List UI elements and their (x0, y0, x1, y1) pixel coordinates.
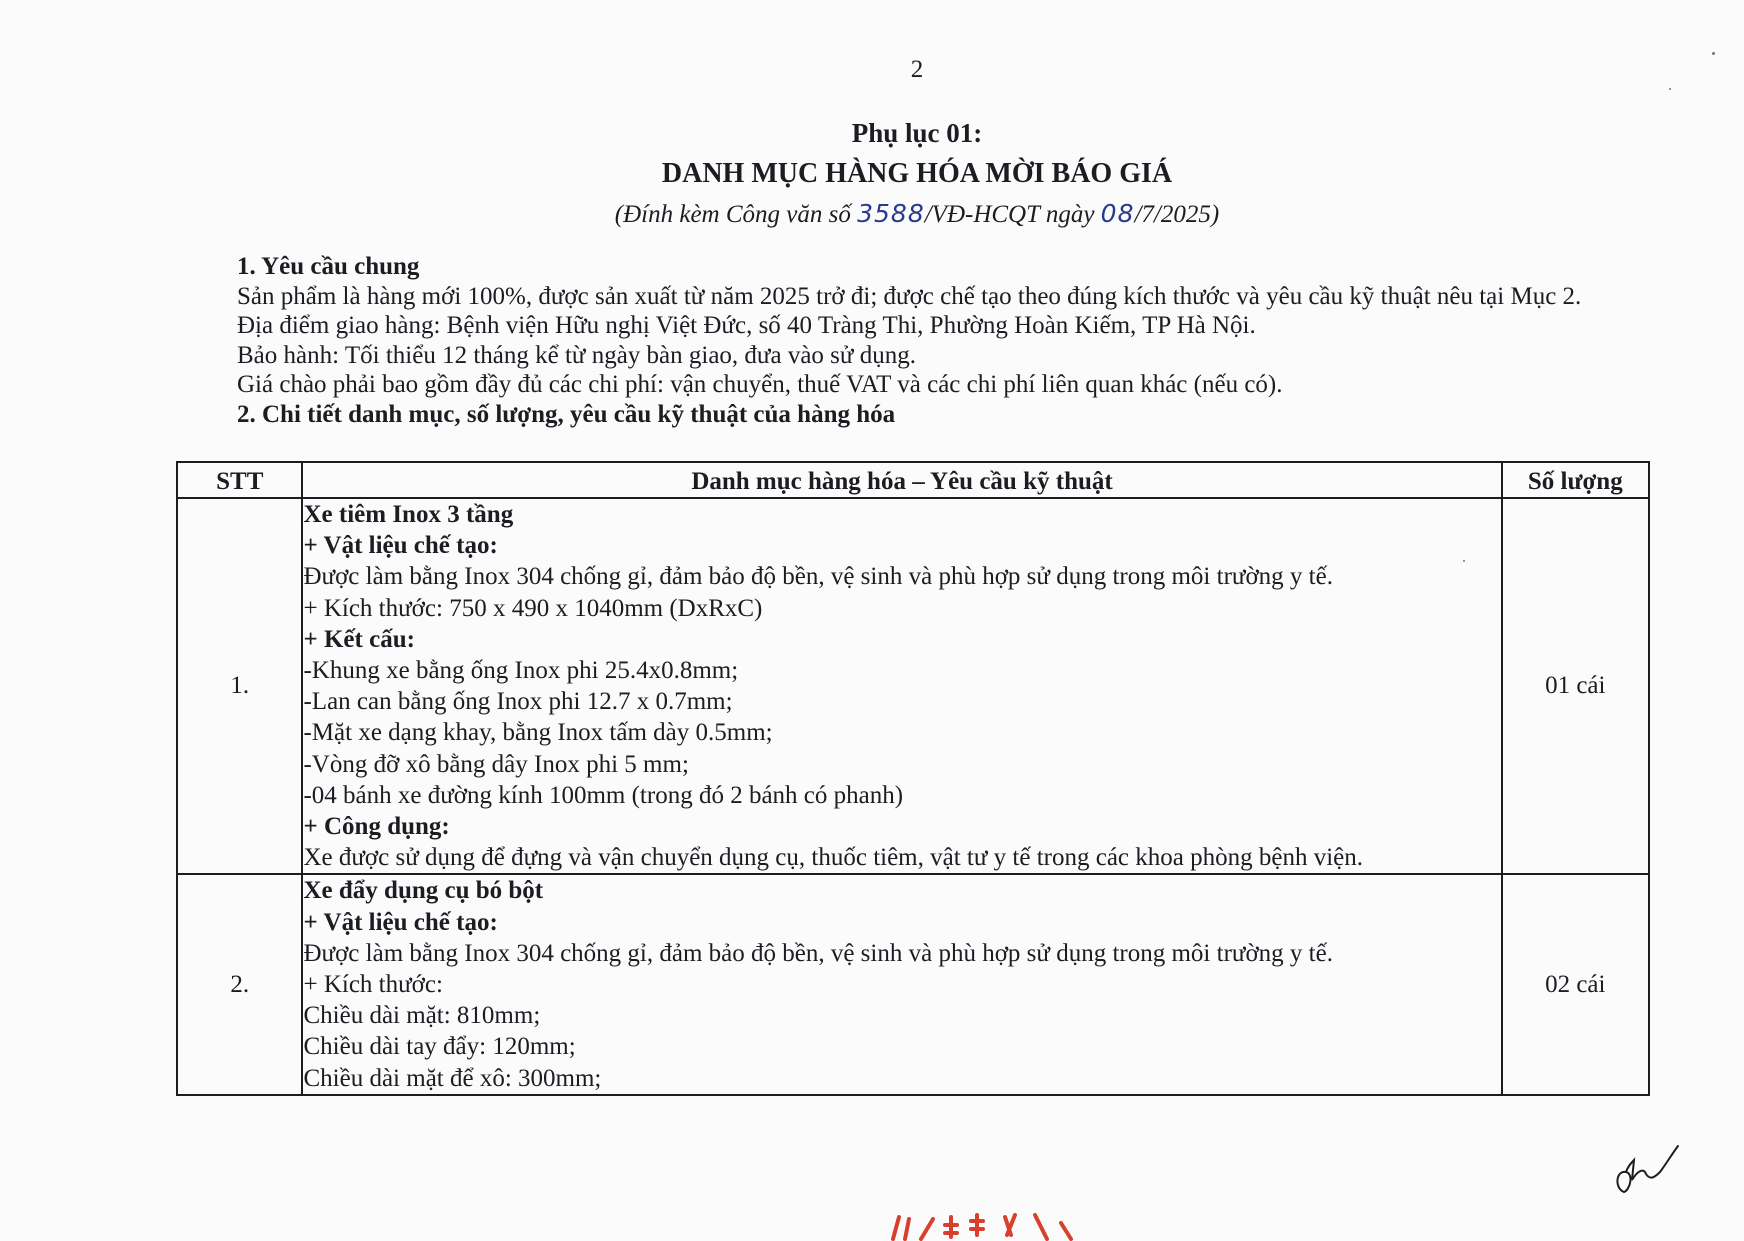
requirement-line: Địa điểm giao hàng: Bệnh viện Hữu nghị Việt Đức, số 40 Tràng Thi, Phường Hoàn Kiếm, TP Hà Nội. (237, 312, 1256, 339)
section1-heading: 1. Yêu cầu chung (237, 253, 420, 280)
row-description (302, 874, 1501, 1094)
size-line: Chiều dài tay đẩy: 120mm; (303, 1033, 576, 1061)
usage-text: Xe được sử dụng để đựng và vận chuyển dụng cụ, thuốc tiêm, vật tư y tế trong các khoa phòng bệnh viện. (303, 844, 1364, 872)
requirement-line: Giá chào phải bao gồm đầy đủ các chi phí: vận chuyển, thuế VAT và các chi phí liên quan khác (nếu có). (237, 371, 1283, 398)
material-label: + Vật liệu chế tạo: (303, 908, 498, 936)
material-text: Được làm bằng Inox 304 chống gỉ, đảm bảo độ bền, vệ sinh và phù hợp sử dụng trong môi trường y tế. (303, 939, 1333, 967)
structure-line: -Lan can bằng ống Inox phi 12.7 x 0.7mm; (303, 688, 733, 716)
red-seal-fragment (885, 1205, 1105, 1241)
section2-heading: 2. Chi tiết danh mục, số lượng, yêu cầu kỹ thuật của hàng hóa (237, 400, 896, 428)
requirement-line: Bảo hành: Tối thiểu 12 tháng kể từ ngày bàn giao, đưa vào sử dụng. (237, 341, 916, 369)
signature-initials (1610, 1140, 1680, 1200)
general-requirements (237, 252, 1637, 429)
table-row (177, 874, 1649, 1094)
document-title: DANH MỤC HÀNG HÓA MỜI BÁO GIÁ (661, 158, 1173, 189)
usage-label: + Công dụng: (303, 813, 450, 841)
structure-line: -Mặt xe dạng khay, bằng Inox tấm dày 0.5mm; (303, 719, 773, 747)
table-row (177, 498, 1649, 874)
header-stt: STT (177, 462, 302, 498)
row-description (302, 498, 1501, 874)
handwritten-doc-number: 3588 (857, 199, 925, 228)
size-line: Chiều dài mặt để xô: 300mm; (303, 1064, 602, 1092)
scan-speck (1669, 88, 1671, 90)
handwritten-day: 08 (1100, 199, 1135, 228)
scan-speck (1463, 560, 1465, 562)
attachment-reference (0, 199, 1744, 229)
item-name: Xe đẩy dụng cụ bó bột (303, 877, 544, 905)
structure-line: -Vòng đỡ xô bằng dây Inox phi 5 mm; (303, 750, 689, 778)
row-stt: 1. (177, 498, 302, 874)
attachment-prefix: (Đính kèm Công văn số (614, 201, 858, 228)
size-line: Chiều dài mặt: 810mm; (303, 1002, 541, 1030)
material-label: + Vật liệu chế tạo: (303, 532, 498, 560)
row-quantity: 01 cái (1502, 498, 1649, 874)
size-label: + Kích thước: (303, 971, 443, 999)
goods-table (176, 461, 1650, 1096)
structure-line: -04 bánh xe đường kính 100mm (trong đó 2 bánh có phanh) (303, 781, 904, 809)
requirement-line: Sản phẩm là hàng mới 100%, được sản xuất từ năm 2025 trở đi; được chế tạo theo đúng kích thước và yêu cầu kỹ thuật nêu tại Mục 2. (237, 282, 1582, 310)
structure-label: + Kết cấu: (303, 625, 415, 653)
scan-speck (1712, 52, 1715, 55)
appendix-label: Phụ lục 01: (851, 118, 983, 148)
attachment-mid: /VĐ-HCQT ngày (924, 201, 1101, 228)
header-description: Danh mục hàng hóa – Yêu cầu kỹ thuật (302, 462, 1501, 498)
row-quantity: 02 cái (1502, 874, 1649, 1094)
attachment-suffix: /7/2025) (1134, 201, 1220, 228)
structure-line: -Khung xe bằng ống Inox phi 25.4x0.8mm; (303, 657, 739, 685)
page-number: 2 (910, 56, 924, 83)
row-stt: 2. (177, 874, 302, 1094)
material-text: Được làm bằng Inox 304 chống gỉ, đảm bảo độ bền, vệ sinh và phù hợp sử dụng trong môi trường y tế. (303, 563, 1333, 591)
header-quantity: Số lượng (1502, 462, 1649, 498)
size-line: + Kích thước: 750 x 490 x 1040mm (DxRxC) (303, 594, 763, 622)
item-name: Xe tiêm Inox 3 tầng (303, 501, 514, 528)
table-header-row (177, 462, 1649, 498)
